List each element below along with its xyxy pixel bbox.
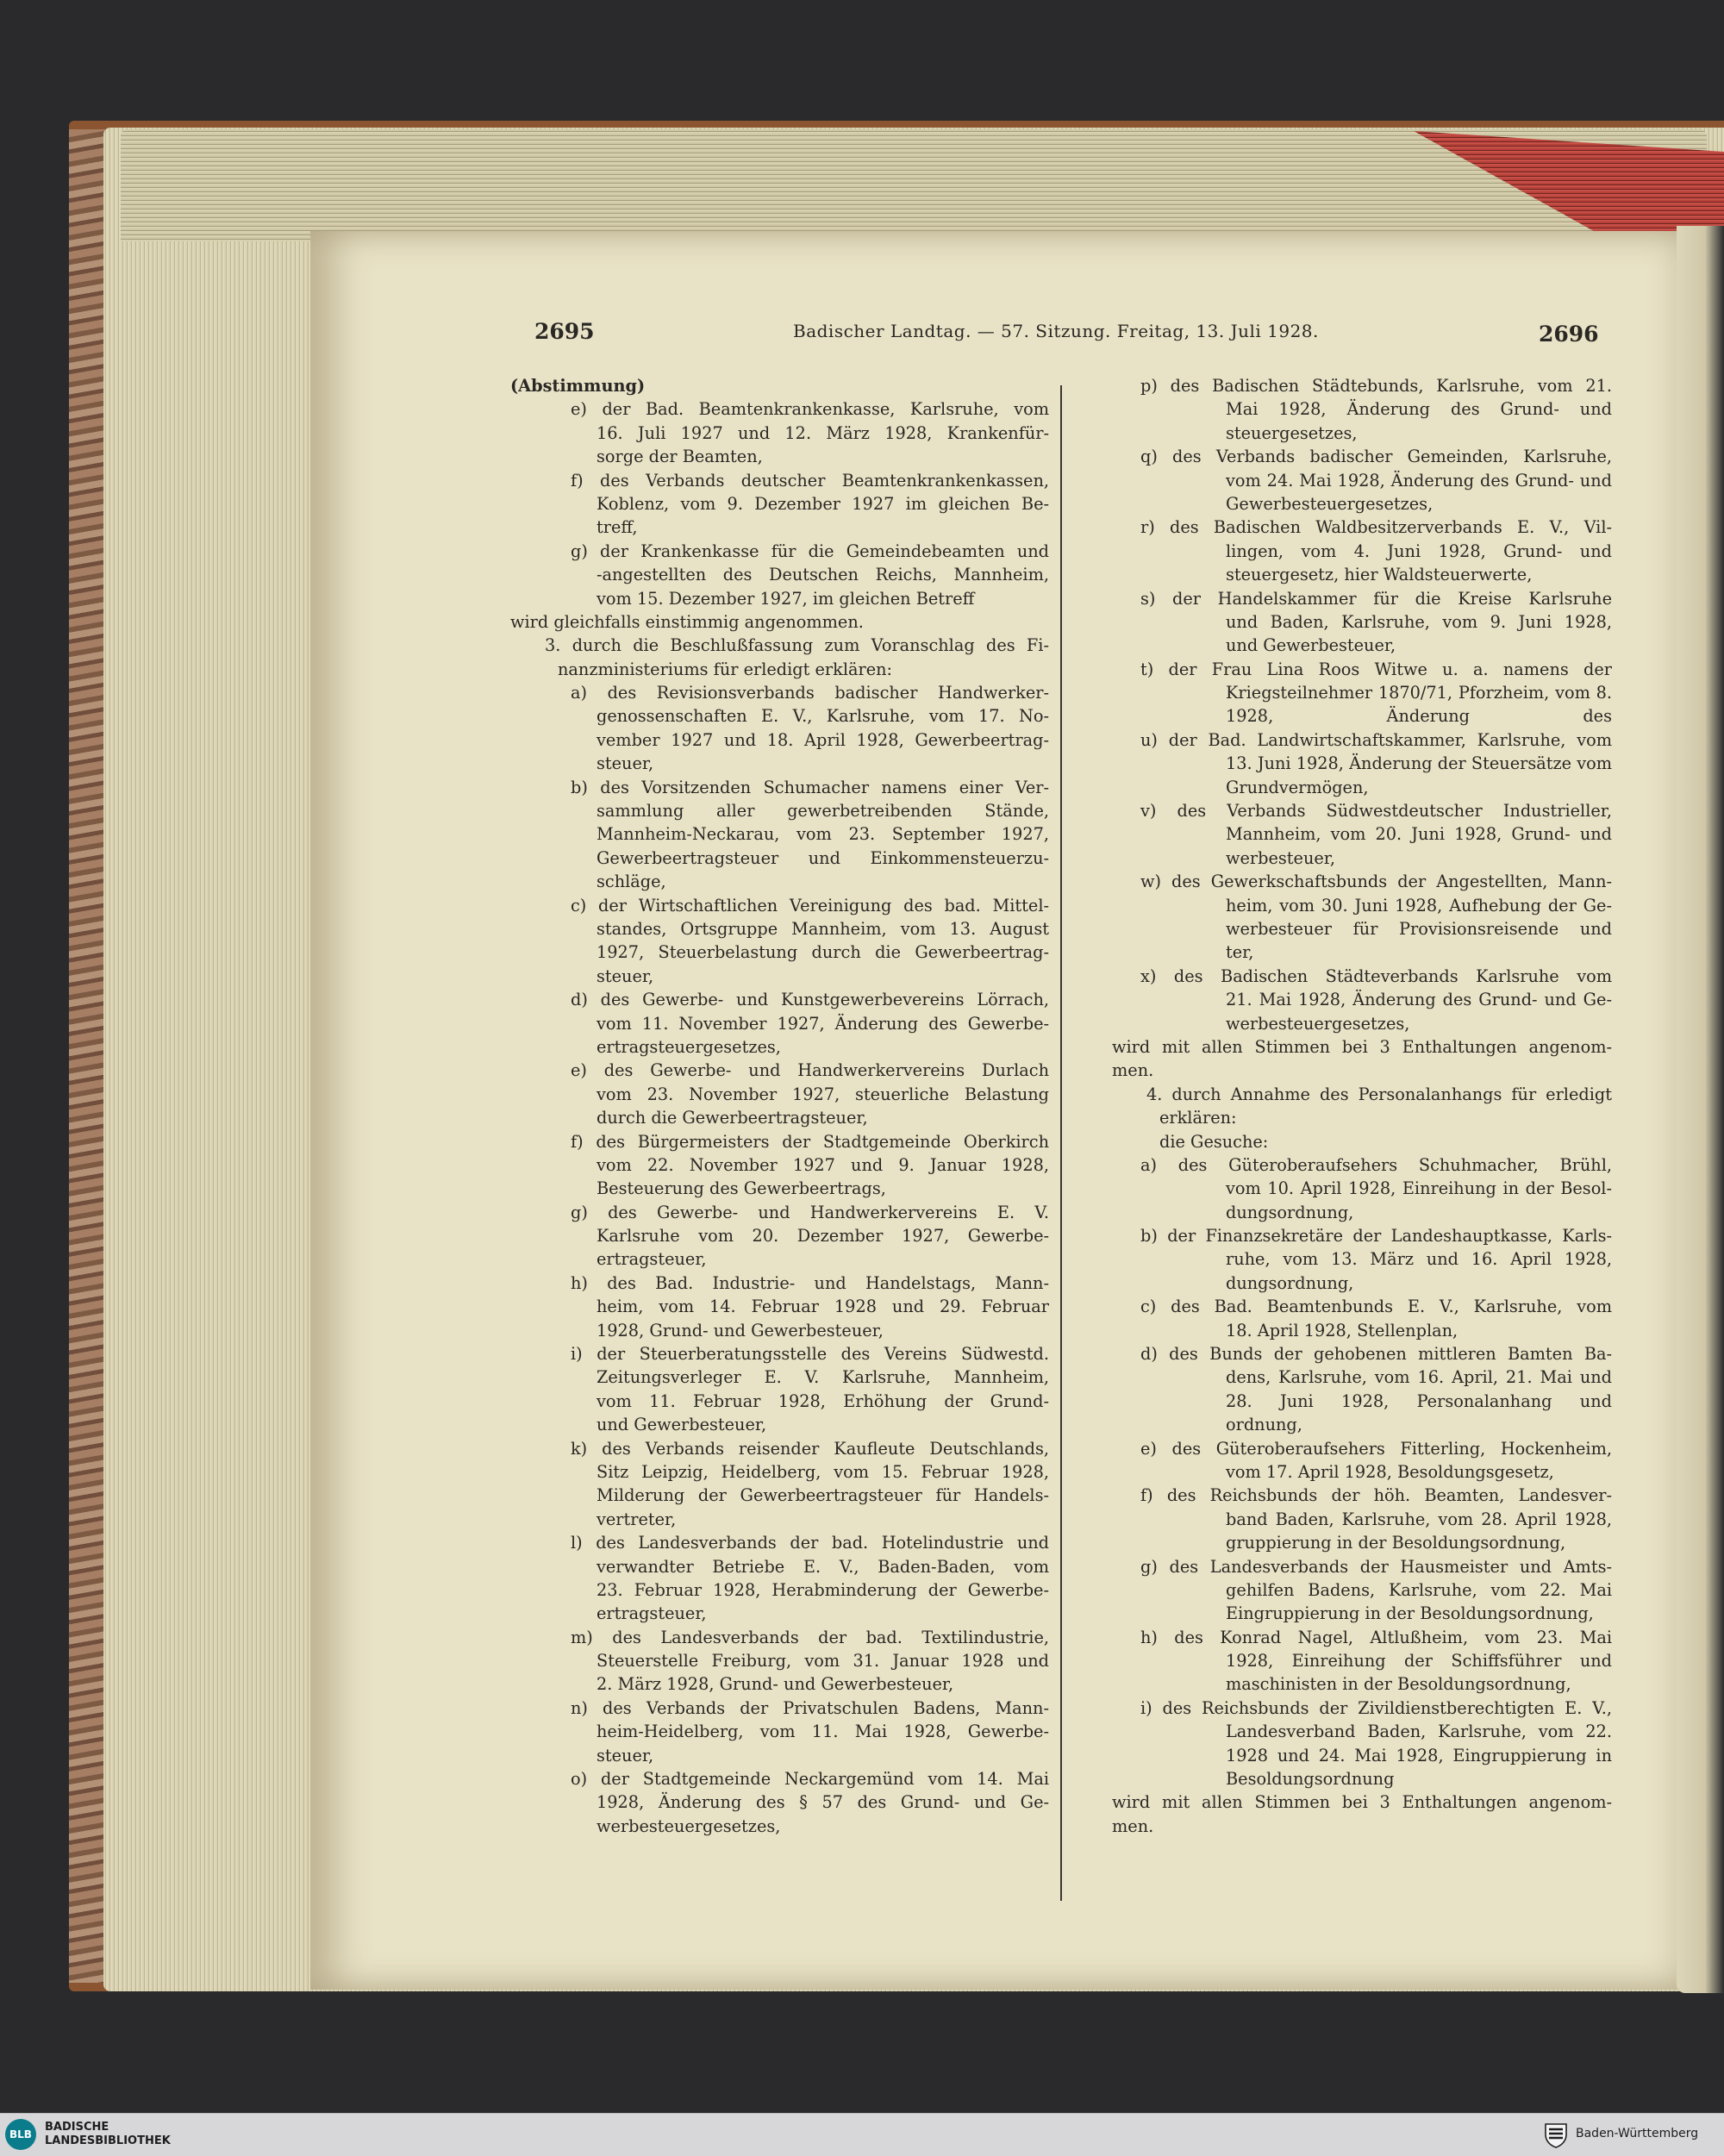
text-line: standes, Ortsgruppe Mannheim, vom 13. August bbox=[597, 918, 1049, 939]
text-line: m) des Landesverbands der bad. Textilindustrie, bbox=[571, 1627, 1049, 1647]
text-line: steuer, bbox=[597, 1745, 654, 1765]
text-line: -angestellten des Deutschen Reichs, Mannheim, bbox=[597, 565, 1049, 585]
text-line: w) des Gewerkschaftsbunds der Angestellten, Mann- bbox=[1140, 872, 1612, 892]
text-line: ertragsteuer, bbox=[597, 1249, 707, 1270]
text-line: i) des Reichsbunds der Zivildienstberechtigten E. V., bbox=[1140, 1697, 1612, 1718]
text-line: o) der Stadtgemeinde Neckargemünd vom 14. Mai bbox=[571, 1769, 1049, 1790]
text-line: vom 11. Februar 1928, Erhöhung der Grund- bbox=[597, 1390, 1049, 1411]
text-line: Mai 1928, Änderung des Grund- und bbox=[1226, 399, 1612, 420]
text-line: Landesverband Baden, Karlsruhe, vom 22. bbox=[1226, 1722, 1612, 1742]
baden-wuerttemberg-wordmark[interactable]: Baden-Württemberg bbox=[1576, 2127, 1699, 2140]
text-line: men. bbox=[1112, 1060, 1154, 1081]
text-line: q) des Verbands badischer Gemeinden, Karlsruhe, bbox=[1140, 447, 1612, 467]
text-line: verwandter Betriebe E. V., Baden-Baden, vom bbox=[597, 1556, 1049, 1577]
text-line: e) des Gewerbe- und Handwerkervereins Durlach bbox=[571, 1060, 1049, 1081]
text-line: und Baden, Karlsruhe, vom 9. Juni 1928, bbox=[1226, 611, 1612, 632]
text-line: 3. durch die Beschlußfassung zum Voranschlag des Fi- bbox=[545, 635, 1049, 656]
text-line: Besoldungsordnung bbox=[1226, 1769, 1395, 1790]
page-number-right: 2696 bbox=[1539, 322, 1599, 347]
text-line: durch die Gewerbeertragsteuer, bbox=[597, 1108, 868, 1128]
text-line: n) des Verbands der Privatschulen Badens, Mann- bbox=[571, 1697, 1049, 1718]
text-line: Karlsruhe vom 20. Dezember 1927, Gewerbe- bbox=[597, 1226, 1049, 1247]
text-line: s) der Handelskammer für die Kreise Karlsruhe bbox=[1140, 588, 1612, 609]
text-line: 2. März 1928, Grund- und Gewerbesteuer, bbox=[597, 1674, 954, 1695]
text-line: i) der Steuerberatungsstelle des Vereins Südwestd. bbox=[571, 1344, 1049, 1365]
text-line: u) der Bad. Landwirtschaftskammer, Karlsruhe, vom bbox=[1140, 729, 1612, 750]
text-line: (Abstimmung) bbox=[510, 376, 646, 396]
text-line: k) des Verbands reisender Kaufleute Deutschlands, bbox=[571, 1438, 1049, 1459]
text-line: ordnung, bbox=[1226, 1415, 1302, 1435]
text-line: Gewerbeertragsteuer und Einkommensteuerzu- bbox=[597, 847, 1049, 868]
text-line: Besteuerung des Gewerbeertrags, bbox=[597, 1178, 886, 1199]
page-number-left: 2695 bbox=[534, 319, 595, 344]
text-line: vom 11. November 1927, Änderung des Gewerbe- bbox=[597, 1013, 1049, 1034]
text-line: t) der Frau Lina Roos Witwe u. a. namens der bbox=[1140, 659, 1612, 679]
text-line: dungsordnung, bbox=[1226, 1202, 1354, 1222]
text-line: Eingruppierung in der Besoldungsordnung, bbox=[1226, 1603, 1594, 1624]
text-line: g) des Landesverbands der Hausmeister und Amts- bbox=[1140, 1556, 1612, 1577]
text-line: c) der Wirtschaftlichen Vereinigung des bad. Mittel- bbox=[571, 895, 1049, 916]
text-line: wird mit allen Stimmen bei 3 Enthaltungen angenom- bbox=[1112, 1792, 1612, 1813]
text-line: 1928, Einreihung der Schiffsführer und bbox=[1226, 1651, 1612, 1672]
text-line: und Gewerbesteuer, bbox=[597, 1415, 767, 1435]
text-line: wird gleichfalls einstimmig angenommen. bbox=[510, 611, 864, 632]
text-line: vom 24. Mai 1928, Änderung des Grund- und bbox=[1226, 470, 1612, 491]
text-line: vom 10. April 1928, Einreihung in der Besol- bbox=[1226, 1178, 1612, 1199]
text-line: vom 22. November 1927 und 9. Januar 1928, bbox=[597, 1154, 1049, 1175]
text-line: werbesteuergesetzes, bbox=[1226, 1013, 1410, 1034]
text-line: b) des Vorsitzenden Schumacher namens einer Ver- bbox=[571, 777, 1049, 797]
text-line: dungsordnung, bbox=[1226, 1272, 1354, 1293]
text-line: v) des Verbands Südwestdeutscher Industrieller, bbox=[1140, 801, 1612, 822]
text-line: Mannheim, vom 20. Juni 1928, Grund- und bbox=[1226, 824, 1612, 845]
text-line: 21. Mai 1928, Änderung des Grund- und Ge- bbox=[1226, 990, 1612, 1010]
facing-page-edge bbox=[1677, 226, 1724, 1993]
footer-bar bbox=[0, 2113, 1724, 2156]
text-line: vom 23. November 1927, steuerliche Belastung bbox=[597, 1084, 1049, 1104]
text-line: 28. Juni 1928, Personalanhang und bbox=[1226, 1390, 1612, 1411]
text-line: d) des Bunds der gehobenen mittleren Bamten Ba- bbox=[1140, 1344, 1612, 1365]
text-line: steuer, bbox=[597, 753, 654, 774]
text-line: 1928, Grund- und Gewerbesteuer, bbox=[597, 1320, 884, 1340]
text-line: x) des Badischen Städteverbands Karlsruhe vom bbox=[1140, 966, 1612, 986]
text-line: band Baden, Karlsruhe, vom 28. April 1928, bbox=[1226, 1509, 1612, 1529]
text-line: d) des Gewerbe- und Kunstgewerbevereins Lörrach, bbox=[571, 990, 1049, 1010]
text-line: a) des Güteroberaufsehers Schuhmacher, Brühl, bbox=[1140, 1154, 1612, 1175]
text-line: gruppierung in der Besoldungsordnung, bbox=[1226, 1533, 1566, 1553]
text-line: p) des Badischen Städtebunds, Karlsruhe, vom 21. bbox=[1140, 376, 1612, 396]
text-line: Steuerstelle Freiburg, vom 31. Januar 1928 und bbox=[597, 1651, 1049, 1672]
text-line: f) des Verbands deutscher Beamtenkrankenkassen, bbox=[571, 470, 1049, 491]
text-line: steuergesetzes, bbox=[1226, 422, 1358, 443]
column-rule bbox=[1060, 385, 1062, 1901]
text-line: Gewerbesteuergesetzes, bbox=[1226, 493, 1434, 514]
text-line: 16. Juli 1927 und 12. März 1928, Krankenfür- bbox=[597, 422, 1049, 443]
text-line: sammlung aller gewerbetreibenden Stände, bbox=[597, 801, 1049, 822]
text-line: genossenschaften E. V., Karlsruhe, vom 17. No- bbox=[597, 706, 1049, 727]
text-line: Mannheim-Neckarau, vom 23. September 1927, bbox=[597, 824, 1049, 845]
text-line: ertragsteuergesetzes, bbox=[597, 1036, 781, 1057]
text-line: b) der Finanzsekretäre der Landeshauptkasse, Karls- bbox=[1140, 1226, 1612, 1247]
text-line: steuergesetz, hier Waldsteuerwerte, bbox=[1226, 565, 1533, 585]
text-line: nanzministeriums für erledigt erklären: bbox=[558, 659, 893, 679]
text-line: gehilfen Badens, Karlsruhe, vom 22. Mai bbox=[1226, 1579, 1612, 1600]
blb-wordmark[interactable] bbox=[45, 2121, 171, 2148]
text-line: a) des Revisionsverbands badischer Handwerker- bbox=[571, 683, 1049, 703]
text-line: maschinisten in der Besoldungsordnung, bbox=[1226, 1674, 1571, 1695]
text-line: 13. Juni 1928, Änderung der Steuersätze vom bbox=[1226, 753, 1612, 774]
left-text-column bbox=[510, 374, 1049, 1838]
text-line: schläge, bbox=[597, 872, 666, 892]
blb-wordmark-line2: LANDESBIBLIOTHEK bbox=[45, 2134, 171, 2147]
text-line: und Gewerbesteuer, bbox=[1226, 635, 1396, 656]
text-line: r) des Badischen Waldbesitzerverbands E. V., Vil- bbox=[1140, 517, 1612, 538]
text-line: 18. April 1928, Stellenplan, bbox=[1226, 1320, 1459, 1340]
text-line: werbesteuer, bbox=[1226, 847, 1335, 868]
text-line: h) des Bad. Industrie- und Handelstags, Mann- bbox=[571, 1272, 1049, 1293]
text-line: vom 15. Dezember 1927, im gleichen Betreff bbox=[597, 588, 975, 609]
text-line: c) des Bad. Beamtenbunds E. V., Karlsruhe, vom bbox=[1140, 1297, 1612, 1317]
text-line: f) des Bürgermeisters der Stadtgemeinde Oberkirch bbox=[571, 1131, 1049, 1152]
right-text-column bbox=[1112, 374, 1612, 1838]
text-line: vember 1927 und 18. April 1928, Gewerbeertrag- bbox=[597, 729, 1049, 750]
text-line: l) des Landesverbands der bad. Hotelindustrie und bbox=[571, 1533, 1049, 1553]
text-line: Grundvermögen, bbox=[1226, 777, 1369, 797]
text-line: treff, bbox=[597, 517, 638, 538]
text-line: Sitz Leipzig, Heidelberg, vom 15. Februar 1928, bbox=[597, 1461, 1049, 1482]
text-line: vertreter, bbox=[597, 1509, 677, 1529]
blb-logo-icon[interactable]: BLB bbox=[5, 2119, 36, 2150]
baden-wuerttemberg-crest-icon bbox=[1543, 2121, 1569, 2148]
text-line: f) des Reichsbunds der höh. Beamten, Landesver- bbox=[1140, 1485, 1612, 1506]
text-line: 1928 und 24. Mai 1928, Eingruppierung in bbox=[1226, 1745, 1612, 1765]
text-line: lingen, vom 4. Juni 1928, Grund- und bbox=[1226, 541, 1612, 561]
running-head: Badischer Landtag. — 57. Sitzung. Freitag, 13. Juli 1928. bbox=[793, 321, 1319, 341]
text-line: werbesteuergesetzes, bbox=[597, 1815, 781, 1836]
text-line: 4. durch Annahme des Personalanhangs für erledigt bbox=[1146, 1084, 1612, 1104]
text-line: heim, vom 30. Juni 1928, Aufhebung der Ge- bbox=[1226, 895, 1612, 916]
text-line: wird mit allen Stimmen bei 3 Enthaltungen angenom- bbox=[1112, 1036, 1612, 1057]
text-line: 1927, Steuerbelastung durch die Gewerbeertrag- bbox=[597, 942, 1049, 963]
text-line: steuer, bbox=[597, 966, 654, 986]
text-line: h) des Konrad Nagel, Altlußheim, vom 23. Mai bbox=[1140, 1627, 1612, 1647]
text-line: vom 17. April 1928, Besoldungsgesetz, bbox=[1226, 1461, 1554, 1482]
text-line: g) der Krankenkasse für die Gemeindebeamten und bbox=[571, 541, 1049, 561]
text-line: 23. Februar 1928, Herabminderung der Gewerbe- bbox=[597, 1579, 1049, 1600]
text-line: Milderung der Gewerbeertragsteuer für Handels- bbox=[597, 1485, 1049, 1506]
text-line: heim-Heidelberg, vom 11. Mai 1928, Gewerbe- bbox=[597, 1722, 1049, 1742]
text-line: ruhe, vom 13. März und 16. April 1928, bbox=[1226, 1249, 1612, 1270]
text-line: Kriegsteilnehmer 1870/71, Pforzheim, vom 8. bbox=[1226, 683, 1612, 703]
text-line: die Gesuche: bbox=[1159, 1131, 1269, 1152]
text-line: ertragsteuer, bbox=[597, 1603, 707, 1624]
text-line: sorge der Beamten, bbox=[597, 447, 763, 467]
text-line: e) der Bad. Beamtenkrankenkasse, Karlsruhe, vom bbox=[571, 399, 1049, 420]
text-line: heim, vom 14. Februar 1928 und 29. Februar bbox=[597, 1297, 1049, 1317]
text-line: dens, Karlsruhe, vom 16. April, 21. Mai und bbox=[1226, 1367, 1612, 1388]
blb-wordmark-line1: BADISCHE bbox=[45, 2121, 109, 2134]
text-line: 1928, Änderung des § 57 des Grund- und Ge- bbox=[597, 1792, 1049, 1813]
cover-marbling bbox=[69, 129, 105, 1983]
text-line: e) des Güteroberaufsehers Fitterling, Hockenheim, bbox=[1140, 1438, 1612, 1459]
text-line: Zeitungsverleger E. V. Karlsruhe, Mannheim, bbox=[597, 1367, 1049, 1388]
text-line: ter, bbox=[1226, 942, 1254, 963]
text-line: men. bbox=[1112, 1815, 1154, 1836]
text-line: werbesteuer für Provisionsreisende und bbox=[1226, 918, 1612, 939]
text-line: g) des Gewerbe- und Handwerkervereins E. V. bbox=[571, 1202, 1049, 1222]
text-line: erklären: bbox=[1159, 1108, 1237, 1128]
text-line: Koblenz, vom 9. Dezember 1927 im gleichen Be- bbox=[597, 493, 1049, 514]
text-line: 1928, Änderung des bbox=[1226, 706, 1612, 727]
